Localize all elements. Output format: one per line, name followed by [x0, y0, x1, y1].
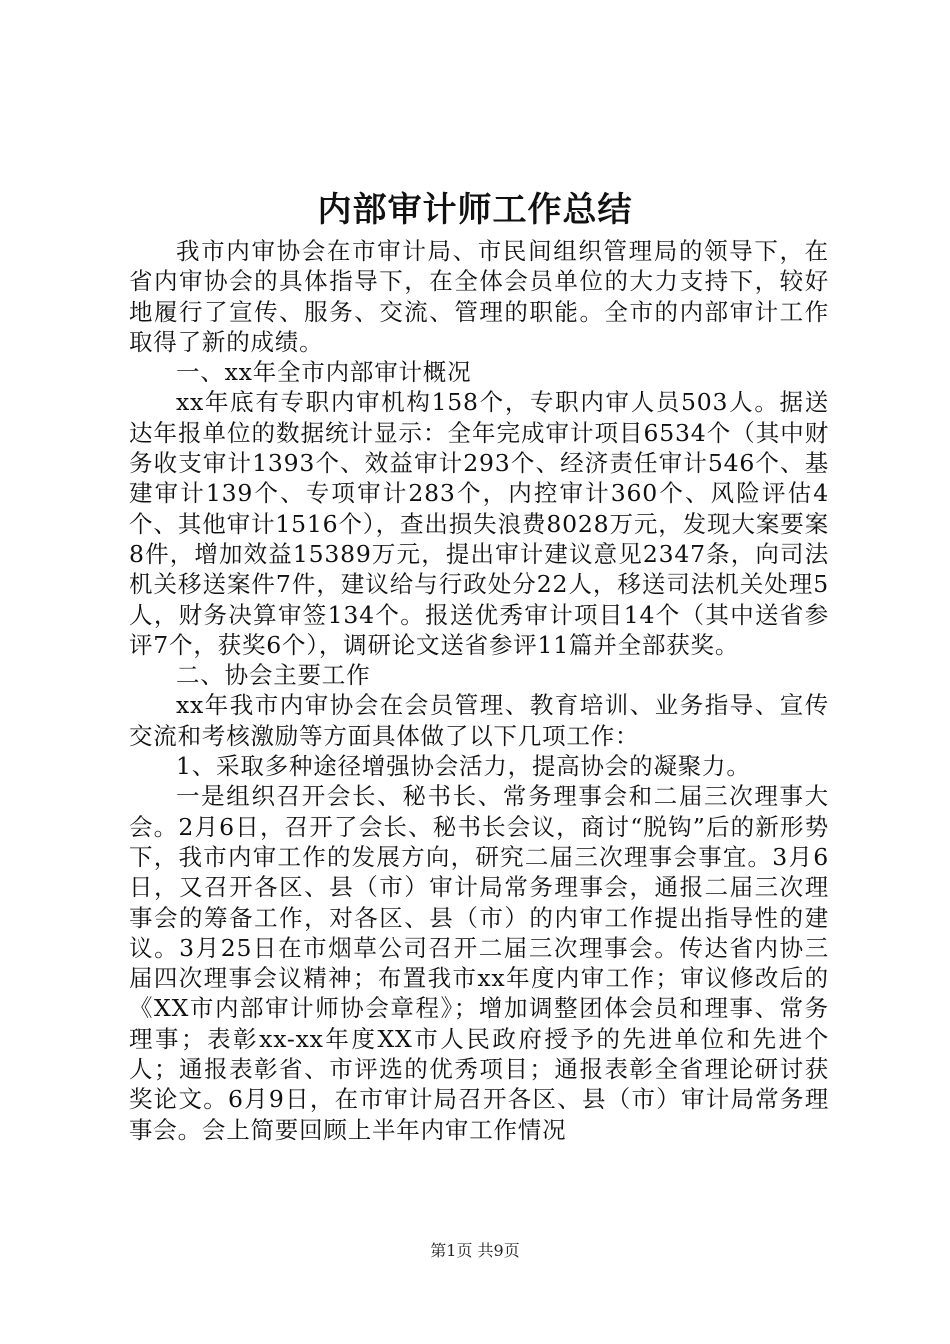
paragraph-statistics: xx年底有专职内审机构158个，专职内审人员503人。据送达年报单位的数据统计显示：全年完成审计项目6534个（其中财务收支审计1393个、效益审计293个、经济责任审计546个、基建审计139个、专项审计283个，内控审计360个、风险评估4个、其他审计1516个），查出损失浪费8028万元，发现大案要案8件，增加效益15389万元，提出审计建议意见2347条，向司法机关移送案件7件，建议给与行政处分22人，移送司法机关处理5人，财务决算审签134个。报送优秀审计项目14个（其中送省参评7个，获奖6个），调研论文送省参评11篇并全部获奖。 — [129, 388, 829, 659]
paragraph-intro: 我市内审协会在市审计局、市民间组织管理局的领导下，在省内审协会的具体指导下，在全体会员单位的大力支持下，较好地履行了宣传、服务、交流、管理的职能。全市的内部审计工作取得了新的成绩。 — [129, 237, 829, 356]
paragraph-meetings: 一是组织召开会长、秘书长、常务理事会和二届三次理事大会。2月6日，召开了会长、秘书长会议，商讨“脱钩”后的新形势下，我市内审工作的发展方向，研究二届三次理事会事宜。3月6日，又召开各区、县（市）审计局常务理事会，通报二届三次理事会的筹备工作，对各区、县（市）的内审工作提出指导性的建议。3月25日在市烟草公司召开二届三次理事会。传达省内协三届四次理事会议精神；布置我市xx年度内审工作；审议修改后的《XX市内部审计师协会章程》；增加调整团体会员和理事、常务理事；表彰xx-xx年度XX市人民政府授予的先进单位和先进个人；通报表彰省、市评选的优秀项目；通报表彰全省理论研讨获奖论文。6月9日，在市审计局召开各区、县（市）审计局常务理事会。会上简要回顾上半年内审工作情况 — [129, 782, 829, 1144]
section-heading-overview: 一、xx年全市内部审计概况 — [176, 358, 472, 387]
document-title: 内部审计师工作总结 — [317, 190, 633, 230]
page-footer: 第1页 共9页 — [430, 1241, 520, 1260]
subheading-item-1: 1、采取多种途径增强协会活力，提高协会的凝聚力。 — [176, 752, 751, 781]
document-body — [129, 236, 829, 1145]
paragraph-work-summary: xx年我市内审协会在会员管理、教育培训、业务指导、宣传交流和考核激励等方面具体做了以下几项工作： — [129, 691, 829, 750]
section-heading-main-work: 二、协会主要工作 — [176, 661, 371, 690]
